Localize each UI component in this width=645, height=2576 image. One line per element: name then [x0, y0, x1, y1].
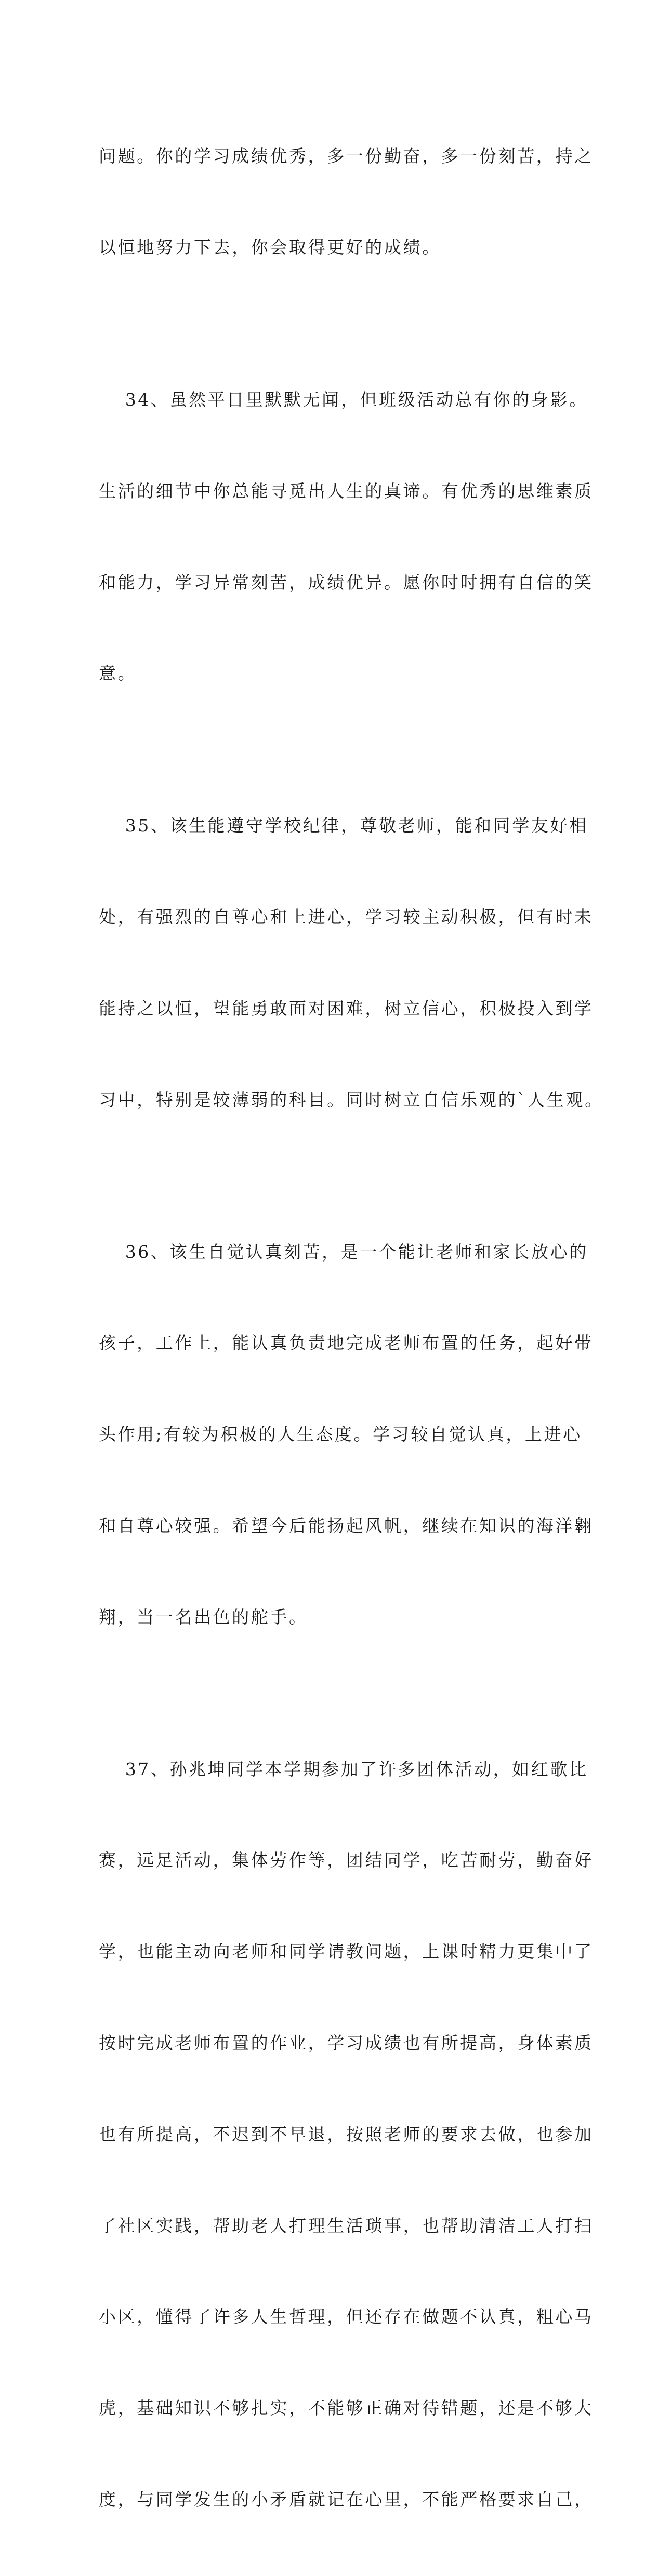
- text-line: 37、孙兆坤同学本学期参加了许多团体活动，如红歌比: [99, 1759, 588, 1779]
- text-line: 孩子，工作上，能认真负责地完成老师布置的任务，起好带: [99, 1333, 594, 1353]
- text-line: 习中，特别是较薄弱的科目。同时树立自信乐观的`人生观。: [99, 1089, 604, 1110]
- text-line: 头作用;有较为积极的人生态度。学习较自觉认真，上进心: [99, 1424, 582, 1445]
- text-line: 小区，懂得了许多人生哲理，但还存在做题不认真，粗心马: [99, 2306, 594, 2327]
- text-line: 36、该生自觉认真刻苦，是一个能让老师和家长放心的: [99, 1241, 588, 1262]
- text-line: 问题。你的学习成绩优秀，多一份勤奋，多一份刻苦，持之: [99, 146, 594, 167]
- paragraph-35: [99, 750, 604, 1176]
- text-line: 了社区实践，帮助老人打理生活琐事，也帮助清洁工人打扫: [99, 2215, 594, 2236]
- text-line: 能持之以恒，望能勇敢面对困难，树立信心，积极投入到学: [99, 998, 594, 1018]
- text-line: 34、虽然平日里默默无闻，但班级活动总有你的身影。: [99, 389, 588, 410]
- text-line: 和自尊心较强。希望今后能扬起风帆，继续在知识的海洋翱: [99, 1515, 594, 1536]
- text-line: 以恒地努力下去，你会取得更好的成绩。: [99, 237, 441, 258]
- paragraph-34: [99, 324, 594, 750]
- text-line: 意。: [99, 663, 137, 684]
- text-line: 度，与同学发生的小矛盾就记在心里，不能严格要求自己，: [99, 2489, 594, 2510]
- text-line: 赛，远足活动，集体劳作等，团结同学，吃苦耐劳，勤奋好: [99, 1850, 594, 1871]
- text-line: 虎，基础知识不够扎实，不能够正确对待错题，还是不够大: [99, 2398, 594, 2419]
- text-line: 35、该生能遵守学校纪律，尊敬老师，能和同学友好相: [99, 815, 588, 836]
- text-line: 按时完成老师布置的作业，学习成绩也有所提高，身体素质: [99, 2033, 594, 2053]
- paragraph-continuation: [99, 81, 594, 324]
- text-line: 处，有强烈的自尊心和上进心，学习较主动积极，但有时未: [99, 907, 594, 928]
- text-line: 生活的细节中你总能寻觅出人生的真谛。有优秀的思维素质: [99, 480, 594, 501]
- text-line: 学，也能主动向老师和同学请教问题，上课时精力更集中了: [99, 1941, 594, 1962]
- document-body: [99, 81, 604, 2576]
- paragraph-36: [99, 1176, 594, 1693]
- text-line: 和能力，学习异常刻苦，成绩优异。愿你时时拥有自信的笑: [99, 572, 594, 593]
- paragraph-37: [99, 1693, 594, 2575]
- text-line: 也有所提高，不迟到不早退，按照老师的要求去做，也参加: [99, 2124, 594, 2144]
- text-line: 翔，当一名出色的舵手。: [99, 1606, 308, 1627]
